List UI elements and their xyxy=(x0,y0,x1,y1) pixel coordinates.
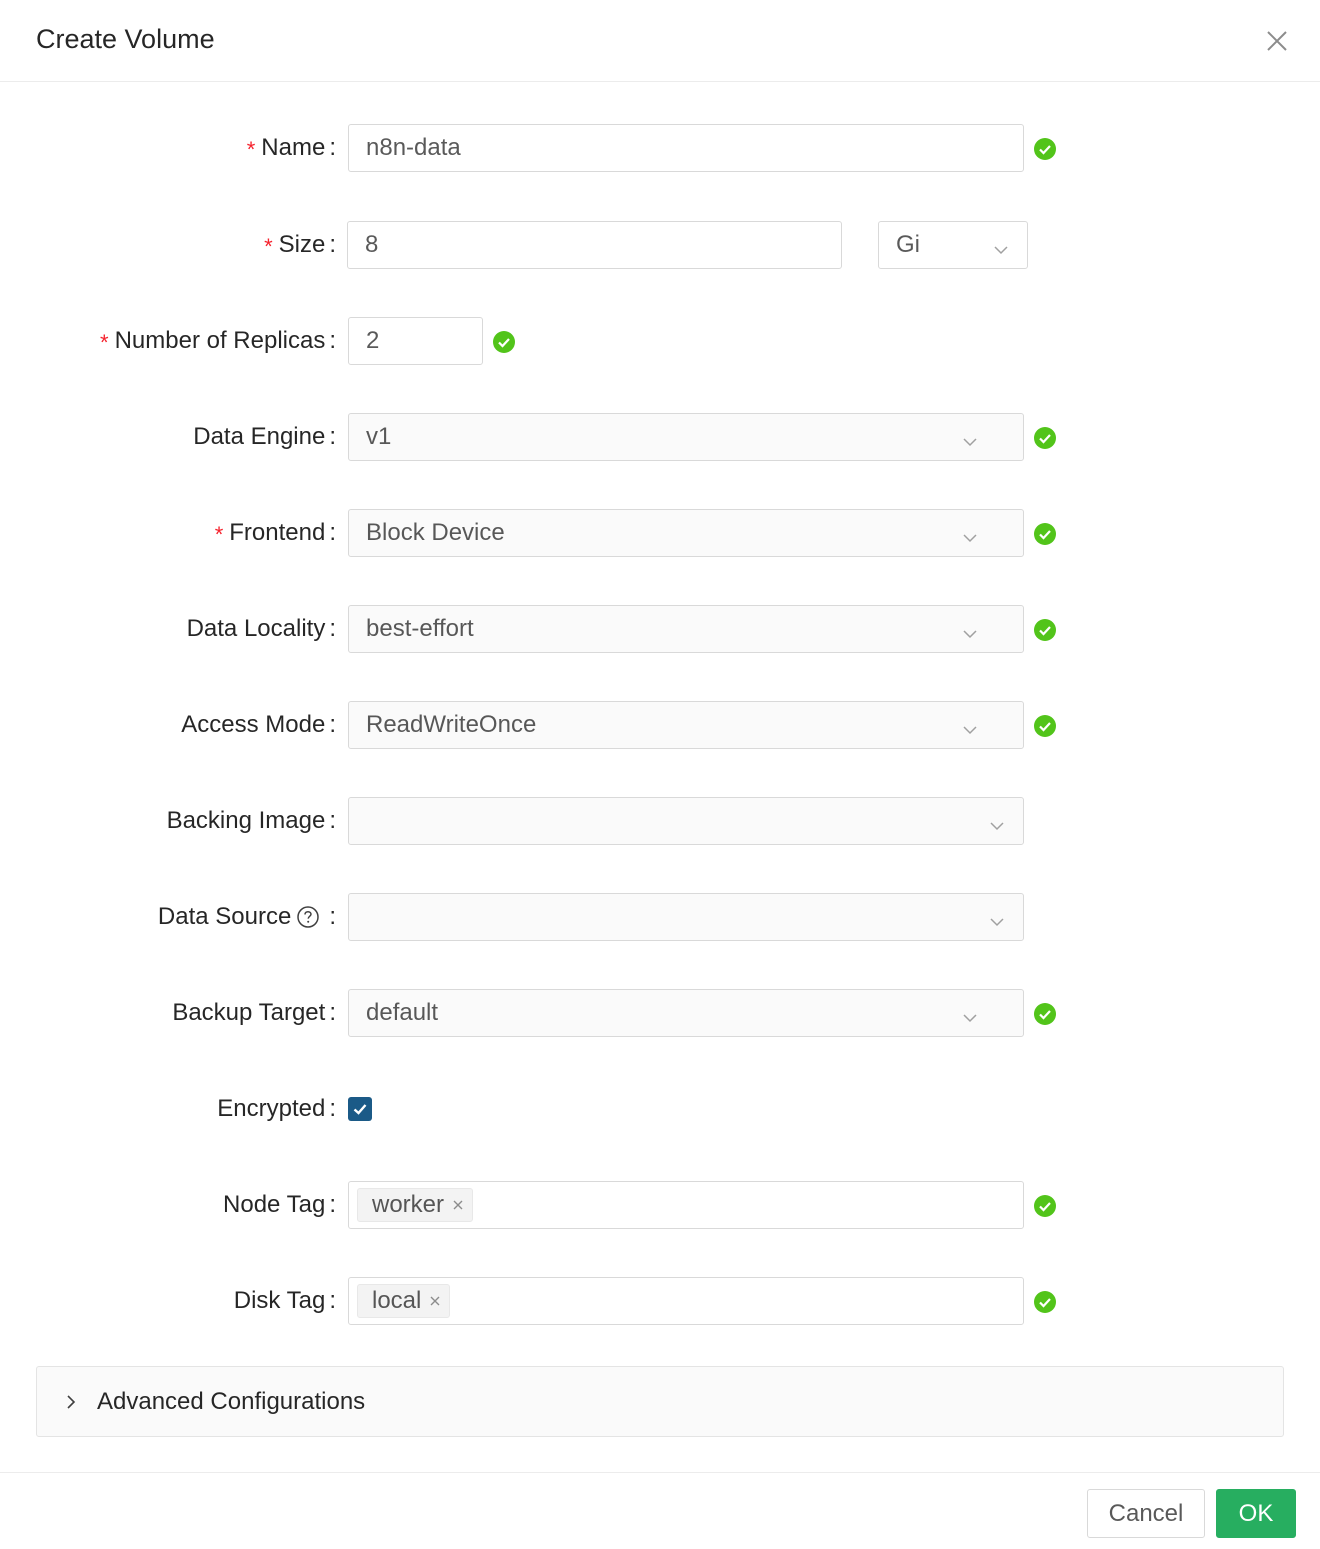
encrypted-checkbox[interactable] xyxy=(348,1097,372,1121)
replicas-input[interactable]: 2 xyxy=(348,317,483,365)
node-tag-label: Node Tag : xyxy=(223,1191,336,1218)
advanced-configurations-label: Advanced Configurations xyxy=(97,1387,366,1415)
size-input[interactable]: 8 xyxy=(347,221,842,269)
check-circle-icon xyxy=(1033,1290,1057,1314)
required-mark: * xyxy=(100,330,109,355)
frontend-select[interactable]: Block Device xyxy=(348,509,1024,557)
data-locality-select[interactable]: best-effort xyxy=(348,605,1024,653)
form-row-data-engine xyxy=(0,413,1320,461)
check-circle-icon xyxy=(1033,714,1057,738)
chevron-down-icon xyxy=(962,525,978,541)
size-label: * Size : xyxy=(264,231,336,259)
question-circle-icon[interactable] xyxy=(297,906,319,928)
check-circle-icon xyxy=(1033,137,1057,161)
backup-target-label: Backup Target : xyxy=(172,999,336,1026)
name-input[interactable]: n8n-data xyxy=(348,124,1024,172)
chevron-right-icon xyxy=(63,1394,79,1410)
chevron-down-icon xyxy=(989,813,1005,829)
chevron-down-icon xyxy=(962,429,978,445)
data-source-label: Data Source : xyxy=(157,903,336,930)
check-circle-icon xyxy=(1033,426,1057,450)
form-row-name xyxy=(0,124,1320,172)
backing-image-select[interactable] xyxy=(348,797,1024,845)
cancel-button[interactable]: Cancel xyxy=(1087,1489,1205,1538)
close-small-icon[interactable] xyxy=(452,1199,464,1211)
chevron-down-icon xyxy=(989,909,1005,925)
disk-tag-select[interactable] xyxy=(348,1277,1024,1325)
data-engine-label: Data Engine : xyxy=(193,423,336,450)
data-locality-label: Data Locality : xyxy=(186,615,336,642)
name-label: * Name : xyxy=(246,134,336,162)
form-row-node-tag xyxy=(0,1181,1320,1229)
data-engine-select[interactable]: v1 xyxy=(348,413,1024,461)
close-icon[interactable] xyxy=(1264,28,1290,54)
advanced-configurations-collapse[interactable] xyxy=(36,1366,1284,1437)
dialog-footer xyxy=(0,1472,1320,1549)
form-row-data-locality xyxy=(0,605,1320,653)
dialog-header xyxy=(0,0,1320,82)
access-mode-select[interactable]: ReadWriteOnce xyxy=(348,701,1024,749)
chevron-down-icon xyxy=(962,717,978,733)
tag-chip: worker xyxy=(357,1188,473,1222)
required-mark: * xyxy=(214,522,224,547)
form-row-disk-tag xyxy=(0,1277,1320,1325)
replicas-label: * Number of Replicas : xyxy=(100,327,336,355)
form-row-size xyxy=(0,221,1320,269)
size-unit-select[interactable]: Gi xyxy=(878,221,1028,269)
check-circle-icon xyxy=(1033,1002,1057,1026)
backup-target-select[interactable]: default xyxy=(348,989,1024,1037)
check-circle-icon xyxy=(1033,618,1057,642)
check-circle-icon xyxy=(1033,522,1057,546)
disk-tag-label: Disk Tag : xyxy=(233,1287,336,1314)
chevron-down-icon xyxy=(962,621,978,637)
form-row-frontend xyxy=(0,509,1320,557)
form-row-access-mode xyxy=(0,701,1320,749)
frontend-label: * Frontend : xyxy=(214,519,336,547)
chevron-down-icon xyxy=(962,1005,978,1021)
form-row-backing-image xyxy=(0,797,1320,845)
close-small-icon[interactable] xyxy=(429,1295,441,1307)
encrypted-label: Encrypted : xyxy=(217,1095,336,1122)
backing-image-label: Backing Image : xyxy=(166,807,336,834)
ok-button[interactable]: OK xyxy=(1216,1489,1296,1538)
chevron-down-icon xyxy=(993,237,1009,253)
form-row-data-source xyxy=(0,893,1320,941)
data-source-select[interactable] xyxy=(348,893,1024,941)
access-mode-label: Access Mode : xyxy=(181,711,336,738)
required-mark: * xyxy=(246,137,256,162)
node-tag-select[interactable] xyxy=(348,1181,1024,1229)
form-row-backup-target xyxy=(0,989,1320,1037)
tag-chip: local xyxy=(357,1284,450,1318)
form-row-replicas xyxy=(0,317,1320,365)
form-row-encrypted xyxy=(0,1085,1320,1133)
required-mark: * xyxy=(264,234,273,259)
check-circle-icon xyxy=(1033,1194,1057,1218)
check-circle-icon xyxy=(492,330,516,354)
dialog-title: Create Volume xyxy=(36,24,215,54)
